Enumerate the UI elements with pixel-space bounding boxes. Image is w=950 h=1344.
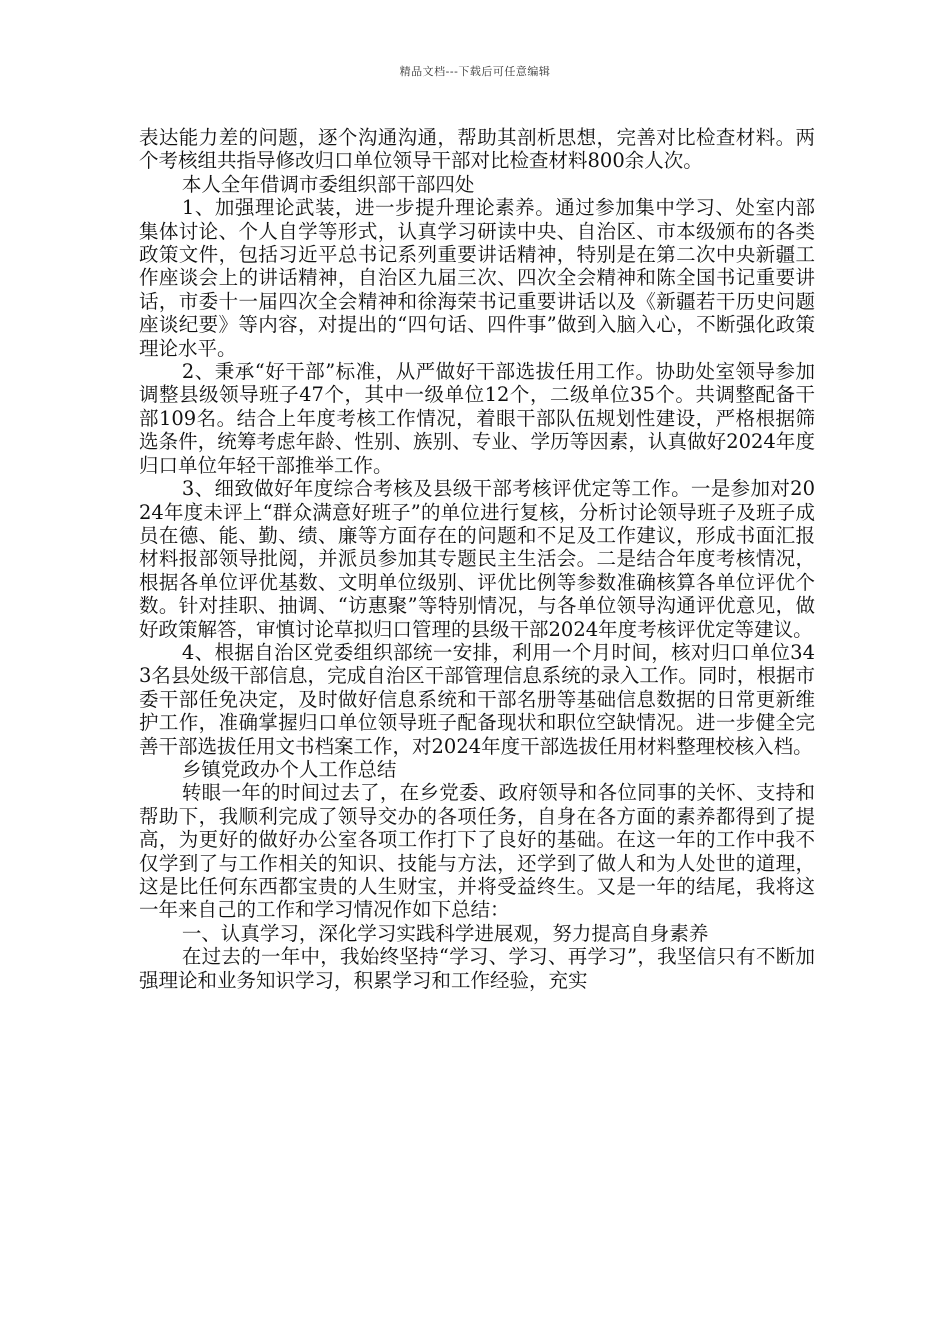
document-body <box>139 126 815 992</box>
paragraph-annual-assessment: 3、细致做好年度综合考核及县级干部考核评优定等工作。一是参加对2024年度未评上“群众满意好班子”的单位进行复核，分析讨论领导班子及班子成员在德、能、勤、绩、廉等方面存在的问题和不足及工作建议，形成书面汇报材料报部领导批阅，并派员参加其专题民主生活会。二是结合年度考核情况，根据各单位评优基数、文明单位级别、评优比例等参数准确核算各单位评优个数。针对挂职、抽调、“访惠聚”等特别情况，与各单位领导沟通评优意见，做好政策解答，审慎讨论草拟归口管理的县级干部2024年度考核评优定等建议。 <box>139 477 815 641</box>
paragraph-info-system: 4、根据自治区党委组织部统一安排，利用一个月时间，核对归口单位343名县处级干部信息，完成自治区干部管理信息系统的录入工作。同时，根据市委干部任免决定，及时做好信息系统和干部名册等基础信息数据的日常更新维护工作，准确掌握归口单位领导班子配备现状和职位空缺情况。进一步健全完善干部选拔任用文书档案工作，对2024年度干部选拔任用材料整理校核入档。 <box>139 640 815 758</box>
section-heading-borrowed-post: 本人全年借调市委组织部干部四处 <box>181 172 475 196</box>
paragraph-continuous-learning: 在过去的一年中，我始终坚持“学习、学习、再学习”，我坚信只有不断加强理论和业务知识学习，积累学习和工作经验，充实 <box>139 945 815 992</box>
paragraph-cadre-selection: 2、秉承“好干部”标准，从严做好干部选拔任用工作。协助处室领导参加调整县级领导班子47个，其中一级单位12个，二级单位35个。共调整配备干部109名。结合上年度考核工作情况，着眼干部队伍规划性建设，严格根据筛选条件，统筹考虑年龄、性别、族别、专业、学历等因素，认真做好2024年度归口单位年轻干部推举工作。 <box>139 360 815 477</box>
section-heading-study: 一、认真学习，深化学习实践科学进展观，努力提高自身素养 <box>181 921 709 945</box>
paragraph-theory-study: 1、加强理论武装，进一步提升理论素养。通过参加集中学习、处室内部集体讨论、个人自学等形式，认真学习研读中央、自治区、市本级颁布的各类政策文件，包括习近平总书记系列重要讲话精神，特别是在第二次中央新疆工作座谈会上的讲话精神，自治区九届三次、四次全会精神和陈全国书记重要讲话，市委十一届四次全会精神和徐海荣书记重要讲话以及《新疆若干历史问题座谈纪要》等内容，对提出的“四句话、四件事”做到入脑入心，不断强化政策理论水平。 <box>139 196 815 360</box>
continuation-paragraph: 表达能力差的问题，逐个沟通沟通，帮助其剖析思想，完善对比检查材料。两个考核组共指导修改归口单位领导干部对比检查材料800余人次。 <box>139 126 815 173</box>
page-header-watermark: 精品文档---下载后可任意编辑 <box>399 65 551 78</box>
section-heading-township-summary: 乡镇党政办个人工作总结 <box>181 757 397 781</box>
paragraph-year-review: 转眼一年的时间过去了，在乡党委、政府领导和各位同事的关怀、支持和帮助下，我顺利完成了领导交办的各项任务，自身在各方面的素养都得到了提高，为更好的做好办公室各项工作打下了良好的基础。在这一年的工作中我不仅学到了与工作相关的知识、技能与方法，还学到了做人和为人处世的道理，这是比任何东西都宝贵的人生财宝，并将受益终生。又是一年的结尾，我将这一年来自己的工作和学习情况作如下总结： <box>139 781 815 922</box>
